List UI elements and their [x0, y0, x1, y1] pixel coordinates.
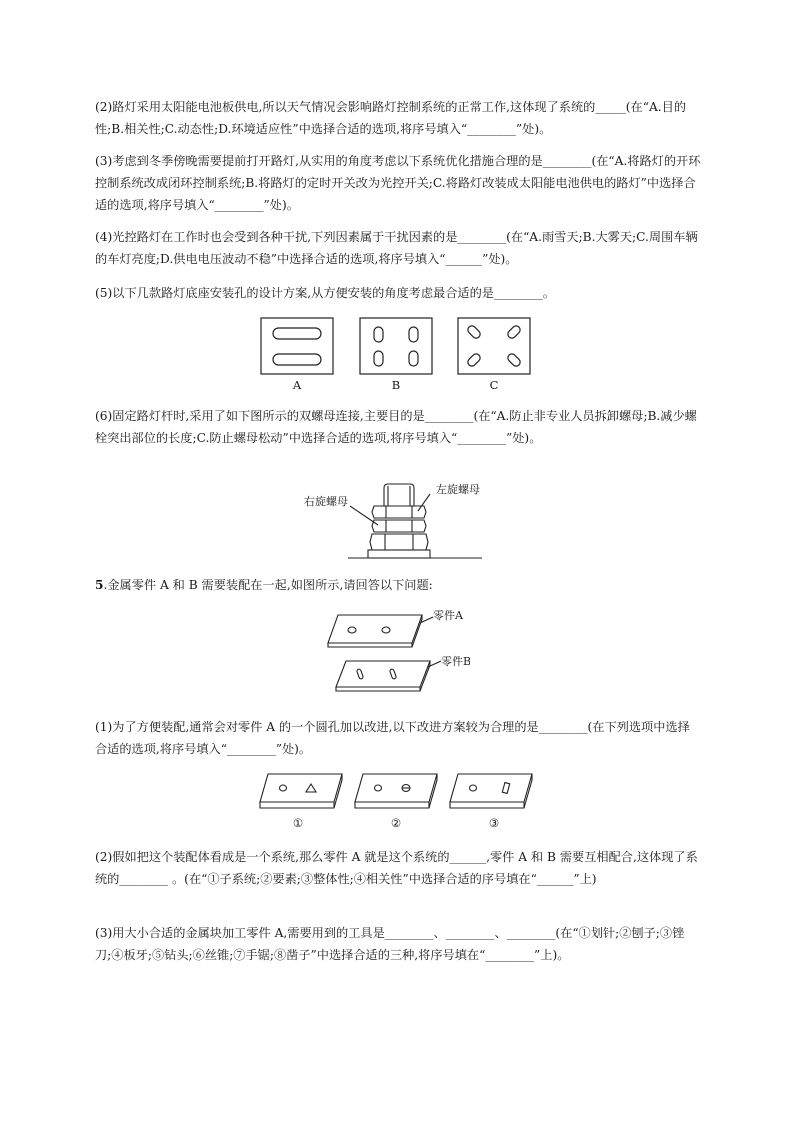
double-nut-drawing — [300, 478, 490, 566]
leader-line-right-nut — [350, 506, 378, 525]
hole-improvement-figure — [248, 772, 548, 834]
triangle-hole — [306, 784, 316, 792]
hole-improvement-drawing — [248, 772, 548, 818]
base-plate-b — [360, 318, 432, 374]
part-a-hole — [382, 627, 390, 633]
diagonal-slot-hole — [506, 324, 522, 340]
vertical-slot-hole — [374, 351, 383, 366]
option-label-c: C — [489, 378, 499, 392]
question-4-part-6: (6)固定路灯杆时,采用了如下图所示的双螺母连接,主要目的是________(在“A.防止非专业人员拆卸螺母;B.减少螺栓突出部位的长度;C.防止螺母松动”中选择合适的选项,将序号填入“________”处)。 — [95, 409, 697, 445]
leader-line-left-nut — [418, 494, 430, 511]
slot-hole — [273, 328, 321, 339]
option-label-1: ① — [292, 816, 304, 830]
vertical-slot-hole — [409, 351, 418, 366]
part-a-hole — [348, 627, 356, 633]
diagonal-slot-hole — [466, 352, 482, 368]
diagonal-slot-hole — [466, 324, 482, 340]
round-hole — [375, 785, 382, 791]
question-5-part-1: (1)为了方便装配,通常会对零件 A 的一个圆孔加以改进,以下改进方案较为合理的是________(在下列选项中选择合适的选项,将序号填入“________”处)。 — [95, 720, 690, 756]
base-nut — [370, 534, 428, 550]
option-label-b: B — [391, 378, 401, 392]
vertical-slot-hole — [409, 327, 418, 342]
question-4-part-3: (3)考虑到冬季傍晚需要提前打开路灯,从实用的角度考虑以下系统优化措施合理的是________(在“A.将路灯的开环控制系统改成闭环控制系统;B.将路灯的定时开关改为光控开关;C.将路灯改装成太阳能电池供电的路灯”中选择合适的选项,将序号填入“________”处)。 — [95, 154, 701, 212]
right-hand-nut-label: 右旋螺母 — [304, 495, 348, 508]
question-5-part-3: (3)用大小合适的金属块加工零件 A,需要用到的工具是________、________、________(在“①划针;②刨子;③锉刀;④板牙;⑤钻头;⑥丝锥;⑦手锯;⑧凿子”中选择合适的三种,将序号填在“________”上)。 — [95, 926, 685, 962]
question-number: 5 — [95, 578, 104, 592]
question-4-part-4: (4)光控路灯在工作时也会受到各种干扰,下列因素属于干扰因素的是________(在“A.雨雪天;B.大雾天;C.周围车辆的车灯亮度;D.供电电压波动不稳”中选择合适的选项,将序号填入“______”处)。 — [95, 230, 698, 266]
part-a-edge — [328, 615, 422, 647]
base-plate-a — [261, 318, 333, 374]
question-5-part-2: (2)假如把这个装配体看成是一个系统,那么零件 A 就是这个系统的______,零件 A 和 B 需要互相配合,这体现了系统的________ 。(在“①子系统;②要素;③整体性;④相关性”中选择合适的序号填在“______”上) — [95, 850, 698, 886]
base-plate-c — [458, 318, 530, 374]
option-1-plate — [260, 774, 342, 802]
double-nut-figure — [300, 478, 490, 566]
diagonal-slot-hole — [506, 352, 522, 368]
part-b-plate — [336, 661, 430, 687]
slot-hole — [273, 354, 321, 365]
base-hole-figure — [255, 314, 545, 394]
round-hole — [470, 785, 477, 791]
part-a-plate — [328, 615, 422, 643]
parts-ab-drawing — [320, 603, 470, 693]
part-b-label: 零件B — [441, 655, 470, 668]
option-label-2: ② — [390, 816, 402, 830]
question-4-part-5: (5)以下几款路灯底座安装孔的设计方案,从方便安装的角度考虑最合适的是________。 — [95, 286, 555, 300]
part-a-label: 零件A — [433, 609, 463, 622]
question-4-part-2: (2)路灯采用太阳能电池板供电,所以天气情况会影响路灯控制系统的正常工作,这体现了系统的_____(在“A.目的性;B.相关性;C.动态性;D.环境适应性”中选择合适的选项,将序号填入“________”处)。 — [95, 100, 687, 136]
parts-ab-figure — [320, 603, 470, 693]
round-hole — [280, 785, 287, 791]
washer-plate — [368, 550, 430, 558]
part-b-pin — [389, 669, 396, 680]
vertical-slot-hole — [374, 327, 383, 342]
option-label-a: A — [292, 378, 302, 392]
option-label-3: ③ — [488, 816, 500, 830]
option-2-plate — [355, 774, 437, 802]
question-5-intro — [95, 574, 701, 596]
part-b-pin — [356, 669, 363, 680]
option-3-plate — [450, 774, 532, 802]
question-5-stem: .金属零件 A 和 B 需要装配在一起,如图所示,请回答以下问题: — [103, 578, 433, 592]
upper-nut — [372, 506, 426, 518]
left-hand-nut-label: 左旋螺母 — [436, 483, 480, 496]
lower-nut — [372, 520, 426, 532]
slot-hole — [502, 783, 509, 794]
